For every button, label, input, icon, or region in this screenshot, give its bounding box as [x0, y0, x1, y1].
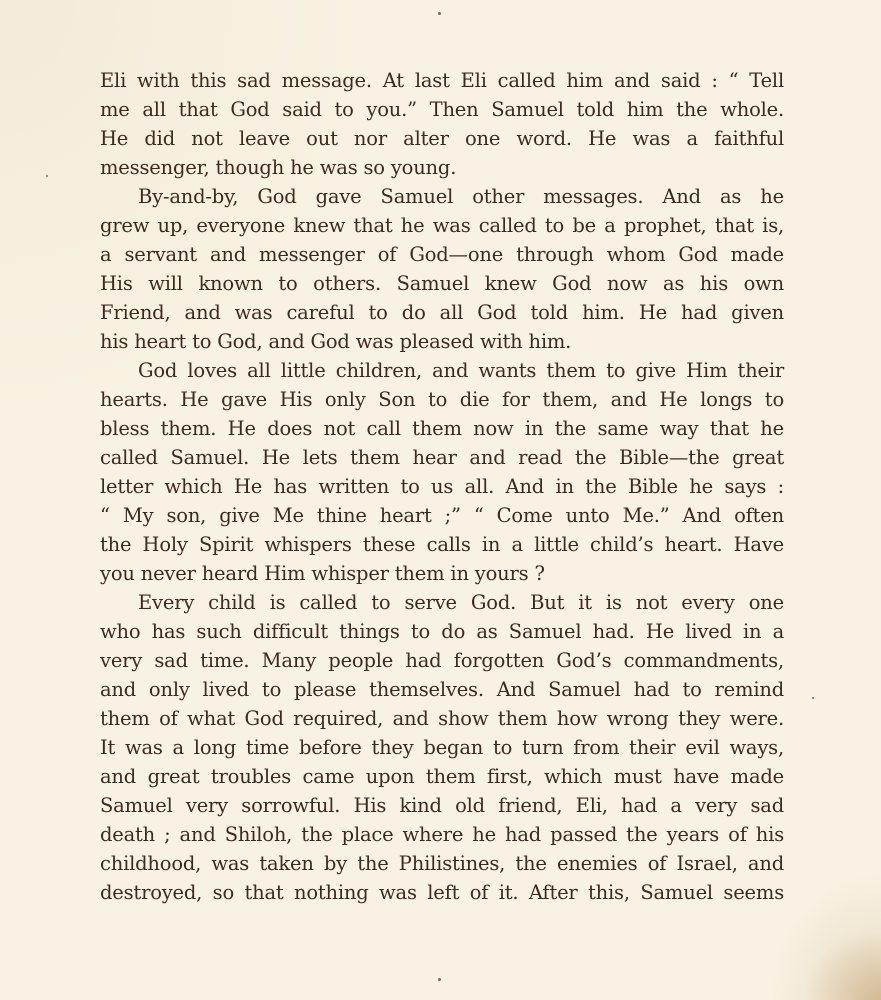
text-line: a servant and messenger of God—one through whom God made — [100, 243, 784, 266]
text-line: and only lived to please themselves. And Samuel had to remind — [100, 678, 784, 701]
text-line: grew up, everyone knew that he was called to be a prophet, that is, — [100, 214, 784, 237]
speck-mark — [812, 697, 814, 699]
text-line: them of what God required, and show them how wrong they were. — [100, 707, 784, 730]
text-line: messenger, though he was so young. — [100, 156, 457, 179]
text-line: very sad time. Many people had forgotten God’s commandments, — [100, 649, 784, 672]
speck-mark — [438, 978, 441, 981]
text-line: childhood, was taken by the Philistines, the enemies of Israel, and — [100, 852, 784, 875]
text-line: who has such difficult things to do as Samuel had. He lived in a — [100, 620, 784, 643]
paragraph-first-line: God loves all little children, and wants them to give Him their — [138, 359, 784, 382]
text-line: bless them. He does not call them now in the same way that he — [100, 417, 784, 440]
text-line: Friend, and was careful to do all God told him. He had given — [100, 301, 784, 324]
page-stain — [801, 930, 881, 1000]
text-line: His will known to others. Samuel knew God now as his own — [100, 272, 784, 295]
text-line: me all that God said to you.” Then Samuel told him the whole. — [100, 98, 784, 121]
text-line: his heart to God, and God was pleased with him. — [100, 330, 572, 353]
text-line: Samuel very sorrowful. His kind old friend, Eli, had a very sad — [100, 794, 784, 817]
paragraph-first-line: Every child is called to serve God. But it is not every one — [138, 591, 784, 614]
speck-mark — [438, 12, 441, 15]
text-line: Eli with this sad message. At last Eli called him and said : “ Tell — [100, 69, 784, 92]
text-line: and great troubles came upon them first, which must have made — [100, 765, 784, 788]
text-line: you never heard Him whisper them in yours ? — [100, 562, 545, 585]
text-line: the Holy Spirit whispers these calls in a little child’s heart. Have — [100, 533, 784, 556]
text-line: hearts. He gave His only Son to die for them, and He longs to — [100, 388, 784, 411]
body-text — [100, 66, 784, 907]
text-line: destroyed, so that nothing was left of it. After this, Samuel seems — [100, 881, 784, 904]
text-line: He did not leave out nor alter one word. He was a faithful — [100, 127, 784, 150]
text-line: “ My son, give Me thine heart ;” “ Come unto Me.” And often — [100, 504, 784, 527]
text-line: It was a long time before they began to turn from their evil ways, — [100, 736, 784, 759]
text-line: letter which He has written to us all. And in the Bible he says : — [100, 475, 784, 498]
text-line: death ; and Shiloh, the place where he had passed the years of his — [100, 823, 784, 846]
paragraph-first-line: By-and-by, God gave Samuel other messages. And as he — [138, 185, 784, 208]
text-line: called Samuel. He lets them hear and read the Bible—the great — [100, 446, 784, 469]
speck-mark — [46, 175, 48, 177]
